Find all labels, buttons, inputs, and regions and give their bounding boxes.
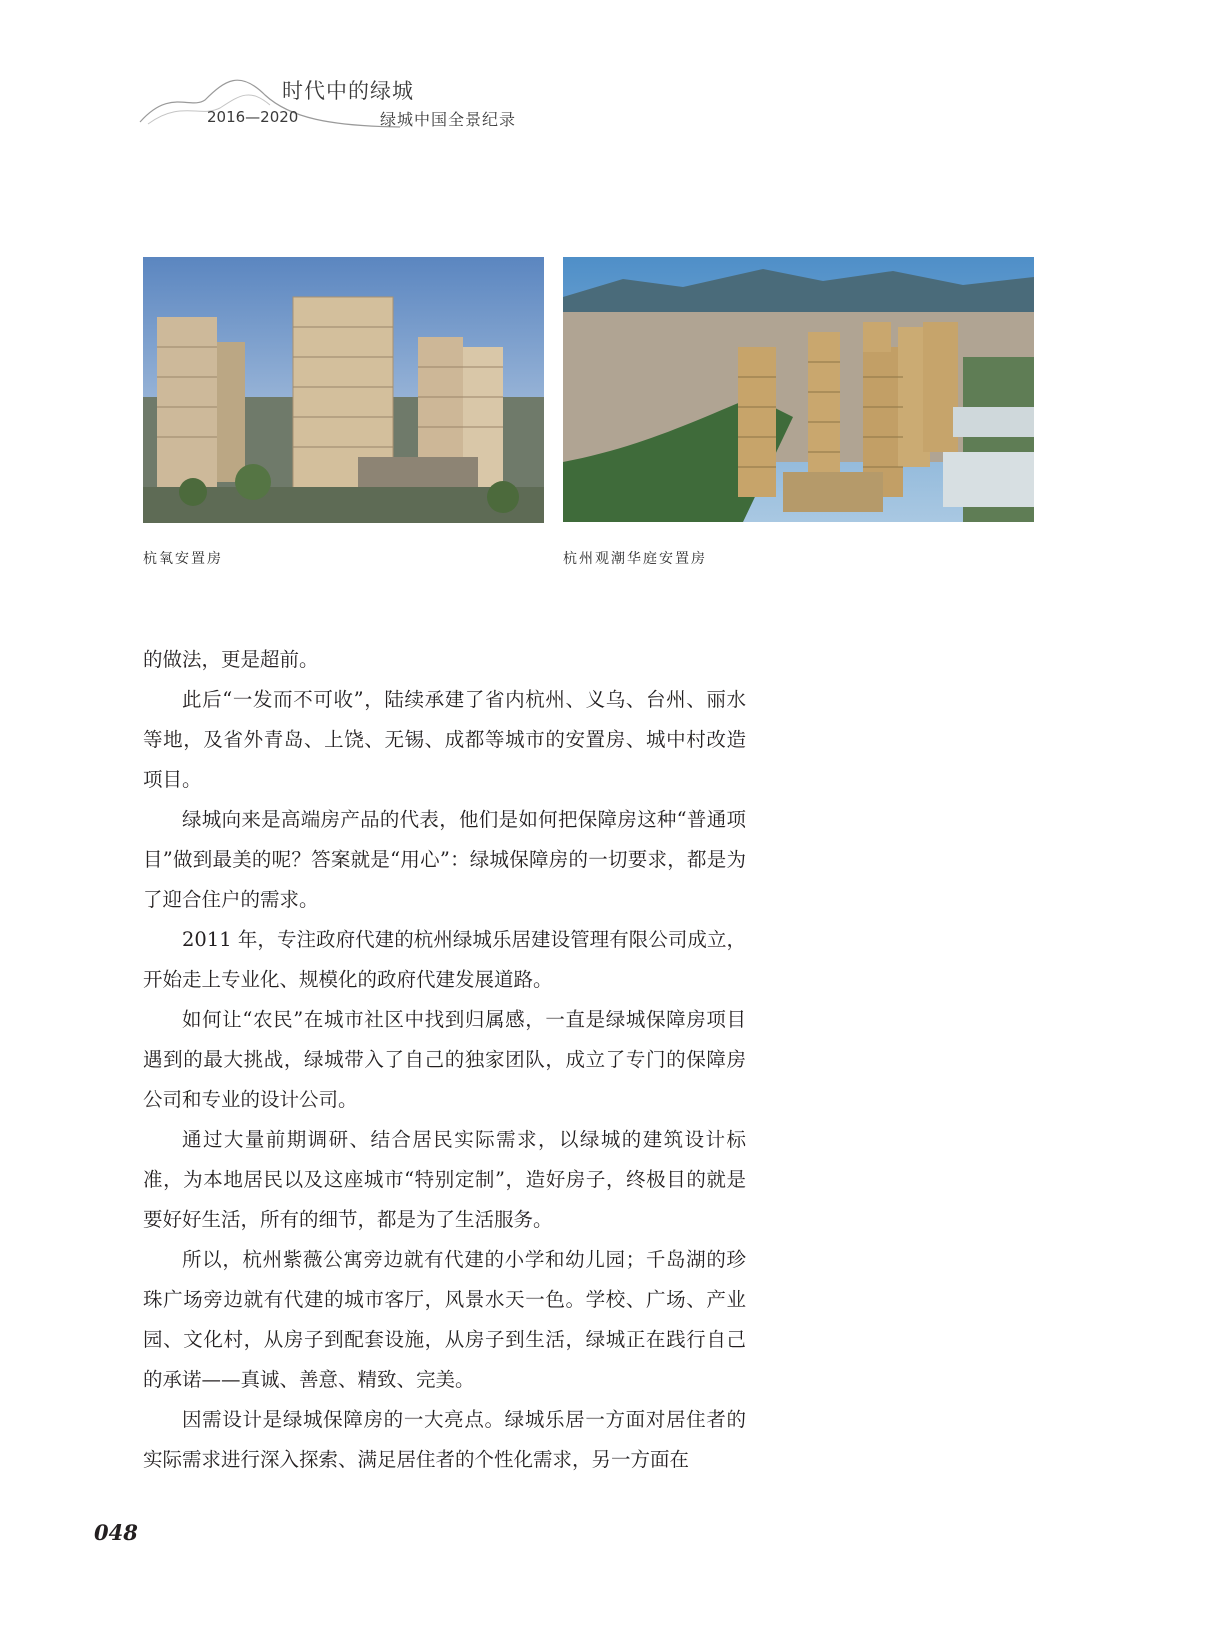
body-text bbox=[143, 640, 746, 1480]
paragraph: 的做法，更是超前。 bbox=[143, 648, 319, 671]
running-header bbox=[0, 0, 560, 140]
paragraph: 所以，杭州紫薇公寓旁边就有代建的小学和幼儿园；千岛湖的珍珠广场旁边就有代建的城市客厅，风景水天一色。学校、广场、产业园、文化村，从房子到配套设施，从房子到生活，绿城正在践行自己的承诺——真诚、善意、精致、完美。 bbox=[143, 1248, 746, 1391]
photo-hangyang-resettlement-housing bbox=[143, 257, 544, 523]
paragraph: 如何让“农民”在城市社区中找到归属感，一直是绿城保障房项目遇到的最大挑战，绿城带入了自己的独家团队，成立了专门的保障房公司和专业的设计公司。 bbox=[143, 1008, 746, 1111]
paragraph: 2011 年，专注政府代建的杭州绿城乐居建设管理有限公司成立，开始走上专业化、规模化的政府代建发展道路。 bbox=[143, 928, 746, 991]
paragraph: 绿城向来是高端房产品的代表，他们是如何把保障房这种“普通项目”做到最美的呢？答案就是“用心”：绿城保障房的一切要求，都是为了迎合住户的需求。 bbox=[143, 808, 746, 911]
page-number: 048 bbox=[94, 1520, 138, 1545]
book-title: 时代中的绿城 bbox=[282, 79, 414, 103]
photo-caption: 杭氧安置房 bbox=[143, 551, 223, 567]
paragraph: 通过大量前期调研、结合居民实际需求，以绿城的建筑设计标准，为本地居民以及这座城市“特别定制”，造好房子，终极目的就是要好好生活，所有的细节，都是为了生活服务。 bbox=[143, 1128, 746, 1231]
photo-caption: 杭州观潮华庭安置房 bbox=[563, 551, 707, 567]
photo-guanchao-huating-resettlement-housing bbox=[563, 257, 1034, 522]
book-subtitle: 绿城中国全景纪录 bbox=[380, 110, 517, 129]
paragraph: 此后“一发而不可收”，陆续承建了省内杭州、义乌、台州、丽水等地，及省外青岛、上饶、无锡、成都等城市的安置房、城中村改造项目。 bbox=[143, 688, 746, 791]
book-years: 2016—2020 bbox=[207, 108, 299, 126]
paragraph: 因需设计是绿城保障房的一大亮点。绿城乐居一方面对居住者的实际需求进行深入探索、满足居住者的个性化需求，另一方面在 bbox=[143, 1408, 746, 1471]
